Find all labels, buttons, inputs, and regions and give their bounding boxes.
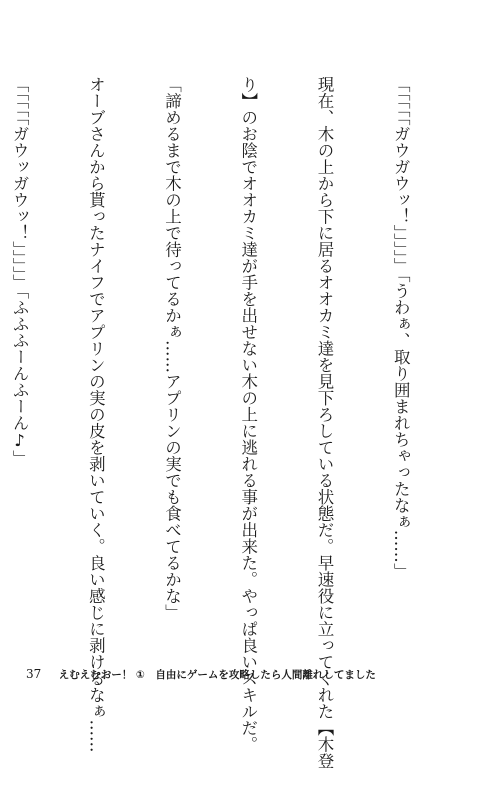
page-footer — [26, 664, 486, 684]
text-line: 現在、木の上から下に居るオオカミ達を見下ろしている状態だ。早速役に立ってくれた【木登 — [314, 76, 334, 769]
page-number: 37 — [26, 667, 42, 681]
text-line: 「「「「「ガウガウッ！」」」」」「うわぁ、取り囲まれちゃったなぁ……」 — [391, 76, 411, 580]
text-line: オーブさんから貰ったナイフでアプリンの実の皮を剥いていく。良い感じに剥けるなぁ…… — [86, 76, 106, 753]
text-line: 「諦めるまで木の上で待ってるかぁ……アプリンの実でも食べてるかな」 — [162, 76, 182, 621]
text-line: 「「「「「ガウッガウッ！」」」」」「ふふふーんふーん♪」 — [10, 76, 30, 467]
running-title: えむえむおー！ ① 自由にゲームを攻略したら人間離れしてました — [58, 669, 376, 681]
text-line: り】のお陰でオオカミ達が手を出せない木の上に逃れる事が出来た。やっぱ良いスキルだ。 — [238, 76, 258, 753]
